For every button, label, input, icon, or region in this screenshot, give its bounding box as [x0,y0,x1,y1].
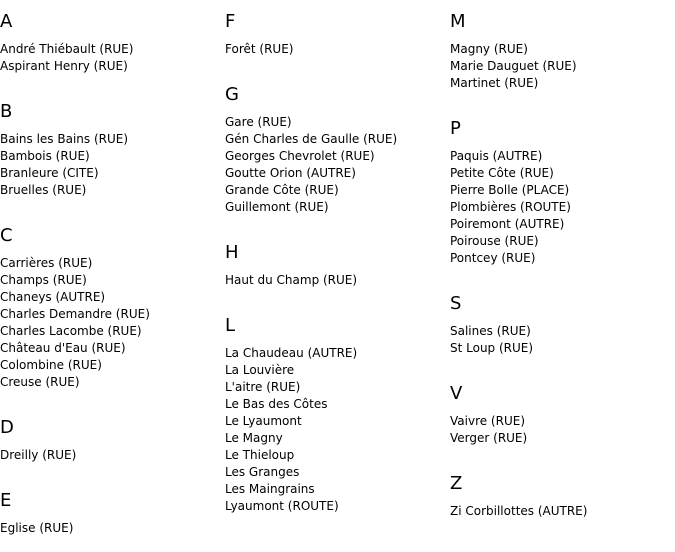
letter-heading: P [450,118,461,139]
street-link[interactable]: Marie Dauguet (RUE) [450,59,577,73]
street-link[interactable]: Dreilly (RUE) [0,448,77,462]
street-list [450,148,675,267]
letter-group-v [450,372,675,447]
street-link[interactable]: Champs (RUE) [0,273,87,287]
street-link[interactable]: Forêt (RUE) [225,42,294,56]
street-link[interactable]: Vaivre (RUE) [450,414,525,428]
street-list [225,114,450,216]
street-link[interactable]: Charles Demandre (RUE) [0,307,150,321]
street-link[interactable]: Paquis (AUTRE) [450,149,543,163]
letter-heading: G [225,84,239,105]
street-list [0,520,225,537]
street-list [450,503,675,520]
index-column-3 [450,0,675,535]
letter-heading: L [225,315,236,336]
letter-group-p [450,107,675,267]
street-list [225,41,450,58]
street-link[interactable]: Poiremont (AUTRE) [450,217,565,231]
street-link[interactable]: Charles Lacombe (RUE) [0,324,142,338]
street-link[interactable]: Bambois (RUE) [0,149,90,163]
street-link[interactable]: Guillemont (RUE) [225,200,329,214]
street-link[interactable]: Salines (RUE) [450,324,531,338]
letter-group-g [225,73,450,216]
street-link[interactable]: Château d'Eau (RUE) [0,341,126,355]
letter-group-m [450,0,675,92]
street-link[interactable]: Le Magny [225,431,283,445]
street-link[interactable]: Gén Charles de Gaulle (RUE) [225,132,398,146]
street-link[interactable]: St Loup (RUE) [450,341,534,355]
letter-group-s [450,282,675,357]
street-link[interactable]: Carrières (RUE) [0,256,93,270]
letter-group-c [0,214,225,391]
street-list [450,413,675,447]
letter-heading: B [0,101,13,122]
street-link[interactable]: Aspirant Henry (RUE) [0,59,128,73]
letter-heading: E [0,490,12,511]
street-link[interactable]: Pierre Bolle (PLACE) [450,183,570,197]
street-list [225,345,450,515]
index-column-1 [0,0,225,552]
letter-group-l [225,304,450,515]
street-list [0,447,225,464]
letter-group-h [225,231,450,289]
street-link[interactable]: Le Bas des Côtes [225,397,328,411]
street-link[interactable]: Pontcey (RUE) [450,251,536,265]
street-link[interactable]: André Thiébault (RUE) [0,42,134,56]
street-link[interactable]: Le Thieloup [225,448,295,462]
street-link[interactable]: Colombine (RUE) [0,358,102,372]
street-link[interactable]: Petite Côte (RUE) [450,166,554,180]
letter-group-z [450,462,675,520]
street-link[interactable]: Le Lyaumont [225,414,302,428]
letter-group-f [225,0,450,58]
letter-heading: C [0,225,13,246]
street-list [0,255,225,391]
street-link[interactable]: Bains les Bains (RUE) [0,132,129,146]
street-link[interactable]: Zi Corbillottes (AUTRE) [450,504,588,518]
street-link[interactable]: Branleure (CITE) [0,166,99,180]
letter-heading: S [450,293,462,314]
street-link[interactable]: Georges Chevrolet (RUE) [225,149,375,163]
street-link[interactable]: Les Maingrains [225,482,315,496]
street-link[interactable]: Martinet (RUE) [450,76,539,90]
street-link[interactable]: Magny (RUE) [450,42,528,56]
street-link[interactable]: Eglise (RUE) [0,521,74,535]
street-list [225,272,450,289]
letter-heading: M [450,11,466,32]
letter-group-b [0,90,225,199]
street-link[interactable]: La Chaudeau (AUTRE) [225,346,358,360]
letter-heading: A [0,11,13,32]
street-link[interactable]: Les Granges [225,465,300,479]
street-link[interactable]: La Louvière [225,363,295,377]
letter-group-d [0,406,225,464]
street-list [450,41,675,92]
index-column-2 [225,0,450,530]
street-list [450,323,675,357]
letter-heading: Z [450,473,463,494]
street-link[interactable]: Lyaumont (ROUTE) [225,499,339,513]
letter-heading: D [0,417,14,438]
street-link[interactable]: Haut du Champ (RUE) [225,273,358,287]
street-link[interactable]: Plombières (ROUTE) [450,200,571,214]
street-link[interactable]: Bruelles (RUE) [0,183,87,197]
street-link[interactable]: Creuse (RUE) [0,375,80,389]
street-link[interactable]: Gare (RUE) [225,115,292,129]
street-link[interactable]: L'aitre (RUE) [225,380,301,394]
letter-heading: V [450,383,463,404]
letter-group-e [0,479,225,537]
street-link[interactable]: Goutte Orion (AUTRE) [225,166,356,180]
street-link[interactable]: Verger (RUE) [450,431,528,445]
street-list [0,41,225,75]
street-link[interactable]: Poirouse (RUE) [450,234,539,248]
letter-group-a [0,0,225,75]
letter-heading: H [225,242,239,263]
street-list [0,131,225,199]
street-link[interactable]: Grande Côte (RUE) [225,183,339,197]
street-link[interactable]: Chaneys (AUTRE) [0,290,106,304]
letter-heading: F [225,11,236,32]
